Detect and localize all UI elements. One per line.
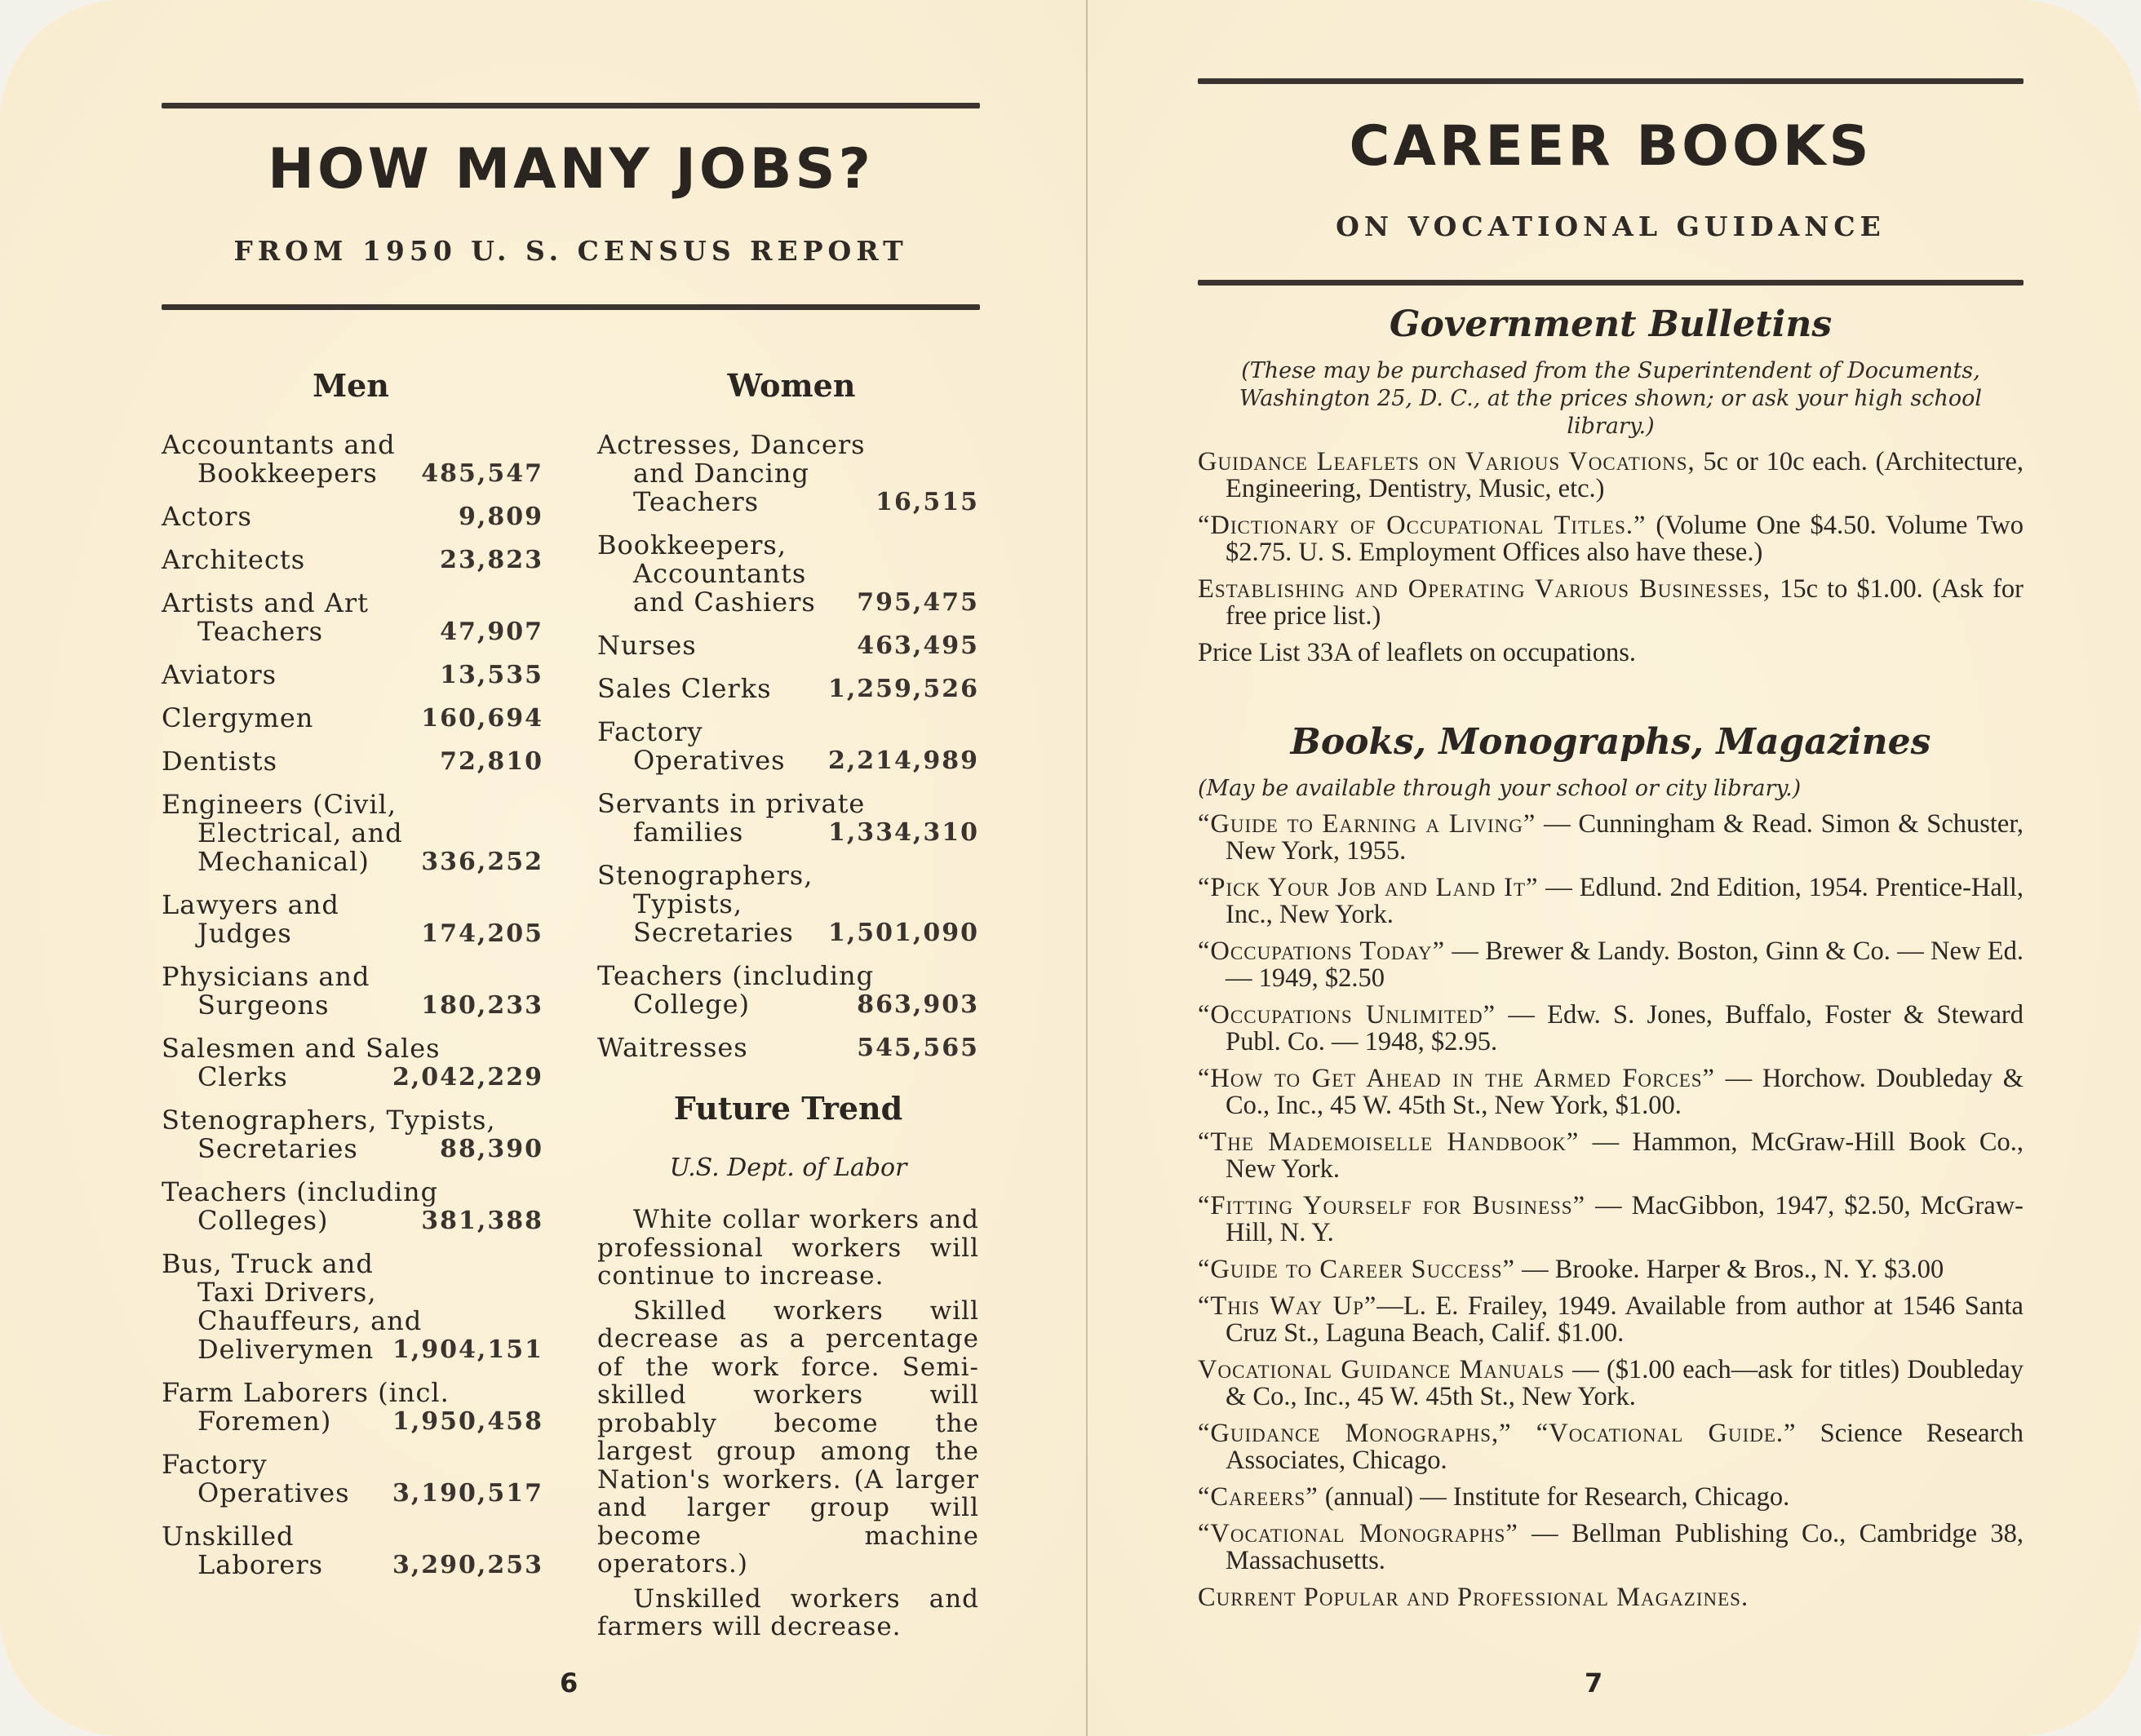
job-row — [162, 747, 543, 776]
future-trend-paragraph: Skilled workers will decrease as a percentage of the work force. Semi-skilled workers will probably become the largest group among the Nation's workers. (A larger and larger group will become machine operators.) — [597, 1295, 979, 1579]
job-title-line: Mechanical) — [197, 846, 370, 877]
reference-title: “Vocational Monographs” — [1198, 1519, 1518, 1548]
reference-item — [1198, 512, 2024, 566]
job-title-line: Chauffeurs, and — [197, 1305, 423, 1336]
job-title-line: Colleges) — [197, 1205, 329, 1236]
job-row — [162, 503, 543, 531]
reference-title: “The Mademoiselle Handbook” — [1198, 1127, 1580, 1157]
reference-details: — Brewer & Landy. Boston, Ginn & Co. — New Ed. — 1949, $2.50 — [1226, 937, 2024, 993]
job-title-line: Factory — [162, 1449, 268, 1480]
job-count: 336,252 — [421, 848, 543, 876]
top-rule-right — [1198, 78, 2024, 84]
reference-item — [1198, 1293, 2024, 1347]
job-title-line: Servants in private — [597, 788, 866, 819]
reference-details: — ($1.00 each—ask for titles) Doubleday & Co., Inc., 45 W. 45th St., New York. — [1226, 1355, 2024, 1411]
future-trend-paragraph: White collar workers and professional workers will continue to increase. — [597, 1205, 979, 1291]
job-count: 16,515 — [875, 488, 979, 516]
job-title-line: Nurses — [597, 630, 697, 661]
job-row — [162, 1034, 543, 1092]
job-row — [162, 661, 543, 689]
job-count: 9,809 — [459, 503, 543, 531]
reference-item — [1198, 811, 2024, 865]
job-row — [597, 861, 979, 947]
job-title-line: Operatives — [197, 1477, 350, 1508]
reference-item — [1198, 640, 2024, 666]
job-count: 160,694 — [421, 704, 543, 733]
book-spine — [1086, 0, 1088, 1736]
job-title-line: Typists, — [633, 888, 743, 919]
job-title-line: Judges — [197, 918, 292, 949]
job-row — [162, 891, 543, 948]
job-title-line: Teachers (including — [597, 960, 875, 991]
job-title-line: Taxi Drivers, — [197, 1277, 377, 1308]
job-row — [162, 704, 543, 733]
government-bulletins-note: (These may be purchased from the Superintendent of Documents, Washington 25, D. C., at the prices shown; or ask your high school library.) — [1239, 358, 1983, 439]
reference-title: “How to Get Ahead in the Armed Forces” — [1198, 1064, 1715, 1093]
reference-details: — Bellman Publishing Co., Cambridge 38, Massachusetts. — [1226, 1519, 2024, 1575]
job-count: 1,334,310 — [827, 818, 979, 847]
reference-item — [1198, 1002, 2024, 1056]
job-title-line: Factory — [597, 716, 703, 747]
job-title-line: Teachers — [633, 486, 760, 517]
job-count: 1,259,526 — [827, 675, 979, 703]
books-note: (May be available through your school or city library.) — [1198, 776, 1802, 801]
job-row — [162, 1522, 543, 1579]
job-title-line: Sales Clerks — [597, 673, 772, 704]
job-title-line: College) — [633, 989, 751, 1020]
job-count: 1,501,090 — [827, 919, 979, 947]
men-jobs-table — [162, 431, 543, 1594]
reference-details: 5c or 10c each. (Architecture, Engineering, Dentistry, Music, etc.) — [1226, 447, 2024, 503]
job-title-line: and Dancing — [633, 458, 809, 489]
job-row — [162, 1106, 543, 1163]
reference-item — [1198, 1065, 2024, 1119]
job-count: 2,214,989 — [827, 746, 979, 775]
job-count: 863,903 — [857, 990, 979, 1019]
bottom-rule-right — [1198, 280, 2024, 286]
job-count: 485,547 — [421, 459, 543, 488]
reference-title: “Guide to Earning a Living” — [1198, 809, 1536, 839]
job-count: 2,042,229 — [392, 1063, 543, 1092]
job-title-line: Artists and Art — [162, 587, 369, 618]
books-list — [1198, 811, 2024, 1621]
job-title-line: Operatives — [633, 745, 786, 776]
job-count: 174,205 — [421, 919, 543, 948]
page-title-career-books: CAREER BOOKS — [1349, 114, 1873, 179]
job-count: 72,810 — [440, 747, 543, 776]
government-bulletins-list — [1198, 449, 2024, 676]
job-title-line: Accountants — [633, 558, 807, 589]
job-title-line: Laborers — [197, 1549, 324, 1580]
job-count: 47,907 — [440, 618, 543, 646]
job-title-line: Physicians and — [162, 961, 370, 992]
job-title-line: and Cashiers — [633, 587, 816, 618]
reference-title: “This Way Up” — [1198, 1291, 1377, 1321]
page-number-left: 6 — [560, 1667, 578, 1698]
reference-title: Current Popular and Professional Magazines. — [1198, 1583, 1749, 1612]
reference-title: “Occupations Today” — [1198, 937, 1446, 966]
job-count: 1,904,151 — [392, 1335, 543, 1364]
job-title-line: Surgeons — [197, 990, 330, 1021]
job-row — [597, 631, 979, 660]
job-row — [162, 1250, 543, 1364]
reference-details: (Volume One $4.50. Volume Two $2.75. U. S. Employment Offices also have these.) — [1226, 511, 2024, 567]
reference-item — [1198, 1521, 2024, 1574]
job-title-line: Clergymen — [162, 702, 314, 733]
reference-title: “Guidance Monographs,” “Vocational Guide.” — [1198, 1419, 1797, 1448]
reference-details: — Edlund. 2nd Edition, 1954. Prentice-Hall, Inc., New York. — [1226, 873, 2024, 929]
reference-title: Vocational Guidance Manuals — [1198, 1355, 1565, 1384]
job-count: 13,535 — [440, 661, 543, 689]
job-title-line: Bus, Truck and — [162, 1248, 374, 1279]
job-count: 88,390 — [440, 1135, 543, 1163]
job-count: 1,950,458 — [392, 1407, 543, 1436]
subtitle-vocational-guidance: ON VOCATIONAL GUIDANCE — [1336, 210, 1886, 242]
government-bulletins-heading: Government Bulletins — [1389, 303, 1833, 345]
reference-details: — Edw. S. Jones, Buffalo, Foster & Steward Publ. Co. — 1948, $2.95. — [1226, 1000, 2024, 1056]
reference-details: — Cunningham & Read. Simon & Schuster, New York, 1955. — [1226, 809, 2024, 866]
job-count: 381,388 — [421, 1207, 543, 1235]
job-title-line: Actresses, Dancers — [597, 429, 866, 460]
reference-title: “Guide to Career Success” — [1198, 1255, 1515, 1284]
job-row — [597, 675, 979, 703]
reference-details: (annual) — Institute for Research, Chicago. — [1318, 1482, 1790, 1512]
page-number-right: 7 — [1585, 1667, 1603, 1698]
job-row — [162, 1450, 543, 1508]
job-title-line: Dentists — [162, 746, 277, 777]
reference-item — [1198, 875, 2024, 928]
reference-details: — MacGibbon, 1947, $2.50, McGraw-Hill, N. Y. — [1226, 1191, 2024, 1247]
reference-details: — Horchow. Doubleday & Co., Inc., 45 W. 45th St., New York, $1.00. — [1226, 1064, 2024, 1120]
job-count: 3,190,517 — [392, 1479, 543, 1508]
job-row — [162, 1178, 543, 1235]
job-row — [597, 790, 979, 847]
future-trend-heading: Future Trend — [673, 1090, 903, 1127]
job-title-line: Stenographers, Typists, — [162, 1105, 496, 1136]
job-count: 3,290,253 — [392, 1551, 543, 1579]
job-title-line: Electrical, and — [197, 817, 403, 848]
job-title-line: Salesmen and Sales — [162, 1033, 441, 1064]
reference-item — [1198, 1584, 2024, 1611]
reference-item — [1198, 449, 2024, 503]
job-row — [162, 589, 543, 646]
job-title-line: Bookkeepers, — [597, 529, 787, 560]
reference-details: Price List 33A of leaflets on occupations. — [1198, 638, 1637, 667]
job-title-line: Secretaries — [197, 1133, 358, 1164]
reference-details: — Brooke. Harper & Bros., N. Y. $3.00 — [1514, 1255, 1944, 1284]
subtitle-census-report: FROM 1950 U. S. CENSUS REPORT — [233, 235, 908, 267]
reference-title: “Pick Your Job and Land It” — [1198, 873, 1539, 902]
job-title-line: Farm Laborers (incl. — [162, 1377, 450, 1408]
reference-item — [1198, 576, 2024, 630]
job-row — [597, 962, 979, 1019]
job-title-line: Actors — [162, 501, 252, 532]
bottom-rule-left — [162, 304, 980, 310]
job-title-line: Clerks — [197, 1061, 288, 1092]
women-jobs-table — [597, 431, 979, 1077]
reference-title: “Occupations Unlimited” — [1198, 1000, 1496, 1030]
job-row — [162, 431, 543, 488]
job-title-line: Accountants and — [162, 429, 396, 460]
men-heading: Men — [313, 367, 389, 404]
reference-item — [1198, 1484, 2024, 1511]
page-title-how-many-jobs: HOW MANY JOBS? — [268, 137, 874, 202]
reference-title: Guidance Leaflets on Various Vocations, — [1198, 447, 1696, 476]
job-title-line: Secretaries — [633, 917, 794, 948]
job-count: 180,233 — [421, 991, 543, 1020]
reference-title: “Dictionary of Occupational Titles.” — [1198, 511, 1647, 540]
job-row — [162, 546, 543, 574]
reference-title: “Fitting Yourself for Business” — [1198, 1191, 1586, 1220]
job-title-line: Stenographers, — [597, 860, 813, 891]
job-title-line: Waitresses — [597, 1032, 748, 1063]
reference-details: — Hammon, McGraw-Hill Book Co., New York. — [1226, 1127, 2024, 1184]
job-title-line: Aviators — [162, 659, 277, 690]
reference-item — [1198, 1193, 2024, 1247]
future-trend-paragraph: Unskilled workers and farmers will decrease. — [597, 1583, 979, 1641]
job-count: 463,495 — [857, 631, 979, 660]
job-title-line: Lawyers and — [162, 889, 339, 920]
reference-item — [1198, 1256, 2024, 1283]
reference-item — [1198, 938, 2024, 992]
job-title-line: Bookkeepers — [197, 458, 378, 489]
job-count: 545,565 — [857, 1034, 979, 1062]
reference-title: Establishing and Operating Various Businesses, — [1198, 574, 1771, 604]
books-heading: Books, Monographs, Magazines — [1290, 721, 1931, 763]
job-title-line: Deliverymen — [197, 1334, 375, 1365]
reference-title: “Careers” — [1198, 1482, 1319, 1512]
job-count: 23,823 — [440, 546, 543, 574]
future-trend-body — [597, 1206, 979, 1648]
job-row — [597, 1034, 979, 1062]
reference-details: —L. E. Frailey, 1949. Available from author at 1546 Santa Cruz St., Laguna Beach, Calif. $1.00. — [1226, 1291, 2024, 1348]
job-title-line: Unskilled — [162, 1521, 295, 1552]
job-title-line: Foremen) — [197, 1406, 332, 1437]
women-heading: Women — [727, 367, 856, 404]
job-title-line: Teachers (including — [162, 1176, 439, 1207]
job-row — [162, 963, 543, 1020]
job-count: 795,475 — [857, 588, 979, 617]
job-title-line: families — [633, 817, 744, 848]
job-title-line: Engineers (Civil, — [162, 789, 397, 820]
reference-item — [1198, 1129, 2024, 1183]
job-row — [162, 790, 543, 876]
job-row — [597, 431, 979, 516]
job-title-line: Teachers — [197, 616, 324, 647]
job-title-line: Architects — [162, 544, 306, 575]
future-trend-source: U.S. Dept. of Labor — [669, 1154, 907, 1182]
reference-item — [1198, 1420, 2024, 1474]
reference-details: Science Research Associates, Chicago. — [1226, 1419, 2024, 1475]
job-row — [162, 1379, 543, 1436]
top-rule-left — [162, 103, 980, 108]
job-row — [597, 531, 979, 617]
reference-item — [1198, 1357, 2024, 1410]
job-row — [597, 718, 979, 775]
reference-details: 15c to $1.00. (Ask for free price list.) — [1226, 574, 2024, 631]
